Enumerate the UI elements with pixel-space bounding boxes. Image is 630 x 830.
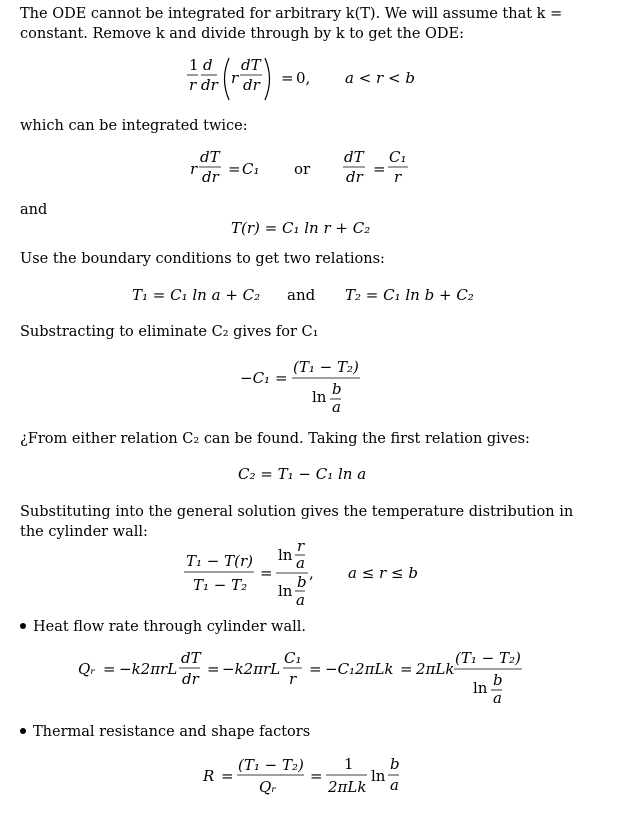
- eq-r-eq1: =: [221, 767, 234, 785]
- eq-ode-one: 1: [189, 56, 199, 74]
- eq-hf-k2pirL: −k2πrL: [119, 660, 178, 678]
- eq-hf-dT: dT: [181, 649, 201, 667]
- eq-fi-dr2: dr: [346, 168, 363, 186]
- bullet-dot-icon: [20, 623, 26, 629]
- eq-hf-k2pirL2: −k2πrL: [222, 660, 281, 678]
- eq-hf-eq2: =: [207, 660, 220, 678]
- paragraph-boundary: [20, 249, 580, 269]
- eq-fi-dT2: dT: [344, 148, 364, 166]
- eq-dist-equals: =: [260, 564, 273, 582]
- eq-dist-b: b: [297, 573, 307, 591]
- eq-c1-equals: =: [275, 369, 288, 387]
- paragraph-either-text: ¿From either relation C₂ can be found. Taking the first relation gives:: [20, 431, 530, 447]
- paragraph-intro-text: The ODE cannot be integrated for arbitrary k(T). We will assume that k = constant. Remove k and divide through by k to get the ODE:: [20, 6, 563, 42]
- bullet-resistance-text: Thermal resistance and shape factors: [33, 724, 311, 740]
- eq-hf-ln: ln: [473, 679, 488, 697]
- eq-dist-a2: a: [296, 591, 305, 609]
- eq-dist-denom: T₁ − T₂: [193, 576, 248, 594]
- eq-hf-numer: (T₁ − T₂): [455, 649, 521, 667]
- paragraph-integrate-text: which can be integrated twice:: [20, 118, 248, 134]
- paragraph-and: [20, 200, 580, 220]
- eq-c1-negC1: −C₁: [240, 369, 271, 387]
- eq-r-Qr: Qᵣ: [259, 778, 277, 796]
- eq-ode-domain: a < r < b: [345, 69, 415, 87]
- paragraph-substituting: [20, 502, 580, 542]
- eq-r-eq2: =: [310, 767, 323, 785]
- paragraph-integrate: [20, 116, 580, 136]
- eq-fi-equals2: =: [373, 160, 386, 178]
- equation-and: and: [287, 286, 316, 304]
- eq-hf-eq3: =: [309, 660, 322, 678]
- eq-ode-r2: r: [231, 69, 239, 87]
- equation-c2: C₂ = T₁ − C₁ ln a: [238, 465, 367, 483]
- eq-c1-b: b: [332, 380, 342, 398]
- eq-r-b: b: [390, 755, 400, 773]
- eq-ode-r: r: [189, 76, 197, 94]
- paragraph-and-text: and: [20, 202, 48, 218]
- eq-c1-a: a: [332, 398, 341, 416]
- eq-ode-dT: dT: [241, 56, 261, 74]
- equation-bc2: T₂ = C₁ ln b + C₂: [345, 286, 474, 304]
- eq-hf-r: r: [289, 670, 297, 688]
- eq-r-ln: ln: [371, 767, 386, 785]
- eq-r-one: 1: [344, 755, 354, 773]
- eq-hf-a: a: [493, 689, 502, 707]
- eq-ode-dr2: dr: [243, 76, 260, 94]
- equation-ode: [0, 50, 630, 110]
- eq-dist-r: r: [297, 540, 305, 555]
- eq-c1-numer: (T₁ − T₂): [293, 358, 359, 376]
- eq-fi-dT: dT: [200, 148, 220, 166]
- eq-hf-b: b: [493, 671, 503, 689]
- eq-dist-domain: a ≤ r ≤ b: [348, 564, 418, 582]
- eq-r-2piLk: 2πLk: [328, 778, 367, 796]
- eq-dist-ln1: ln: [278, 546, 293, 564]
- eq-ode-equals: =: [281, 69, 294, 87]
- eq-hf-dr: dr: [182, 670, 199, 688]
- eq-ode-dr: dr: [201, 76, 218, 94]
- paragraph-boundary-text: Use the boundary conditions to get two relations:: [20, 251, 385, 267]
- eq-fi-rb: r: [394, 168, 402, 186]
- eq-fi-r: r: [190, 160, 198, 178]
- eq-dist-comma: ,: [309, 564, 314, 582]
- equation-distribution: [0, 540, 630, 612]
- eq-ode-zero: 0,: [296, 69, 311, 87]
- equation-general-solution: T(r) = C₁ ln r + C₂: [231, 219, 371, 237]
- eq-hf-2piLk: 2πLk: [416, 660, 455, 678]
- eq-hf-Qr: Qᵣ: [78, 660, 96, 678]
- eq-fi-or: or: [294, 160, 311, 178]
- bullet-heat-flow: [20, 617, 580, 637]
- bullet-resistance: [20, 722, 580, 742]
- equation-first-integral: [0, 145, 630, 195]
- paragraph-either: [20, 429, 580, 449]
- paragraph-subtract-text: Substracting to eliminate C₂ gives for C₁: [20, 324, 319, 340]
- eq-r-numer: (T₁ − T₂): [238, 756, 304, 774]
- eq-dist-a1: a: [296, 554, 305, 572]
- eq-hf-eq4: =: [400, 660, 413, 678]
- paragraph-substituting-text: Substituting into the general solution gives the temperature distribution in the cylinder wall:: [20, 504, 574, 540]
- eq-dist-ln2: ln: [278, 582, 293, 600]
- eq-hf-C1: C₁: [284, 649, 302, 667]
- paragraph-intro: [20, 4, 580, 44]
- eq-dist-numer: T₁ − T(r): [186, 552, 254, 570]
- eq-c1-ln: ln: [312, 388, 327, 406]
- eq-hf-eq1: =: [103, 660, 116, 678]
- eq-ode-d: d: [203, 56, 213, 74]
- eq-hf-C12piLk: −C₁2πLk: [325, 660, 394, 678]
- equation-bc1: T₁ = C₁ ln a + C₂: [132, 286, 261, 304]
- equation-c1: [0, 350, 630, 420]
- eq-fi-C1: C₁: [242, 160, 260, 178]
- eq-r-R-label: R: [203, 767, 215, 785]
- bullet-dot-icon: [20, 728, 26, 734]
- eq-fi-equals: =: [228, 160, 241, 178]
- eq-fi-C1b: C₁: [389, 148, 407, 166]
- bullet-heat-flow-text: Heat flow rate through cylinder wall.: [33, 619, 306, 635]
- eq-fi-dr: dr: [202, 168, 219, 186]
- equation-heat-flow: [0, 640, 630, 712]
- equation-resistance: [0, 748, 630, 808]
- eq-r-a: a: [390, 776, 399, 794]
- paragraph-subtract: [20, 322, 580, 342]
